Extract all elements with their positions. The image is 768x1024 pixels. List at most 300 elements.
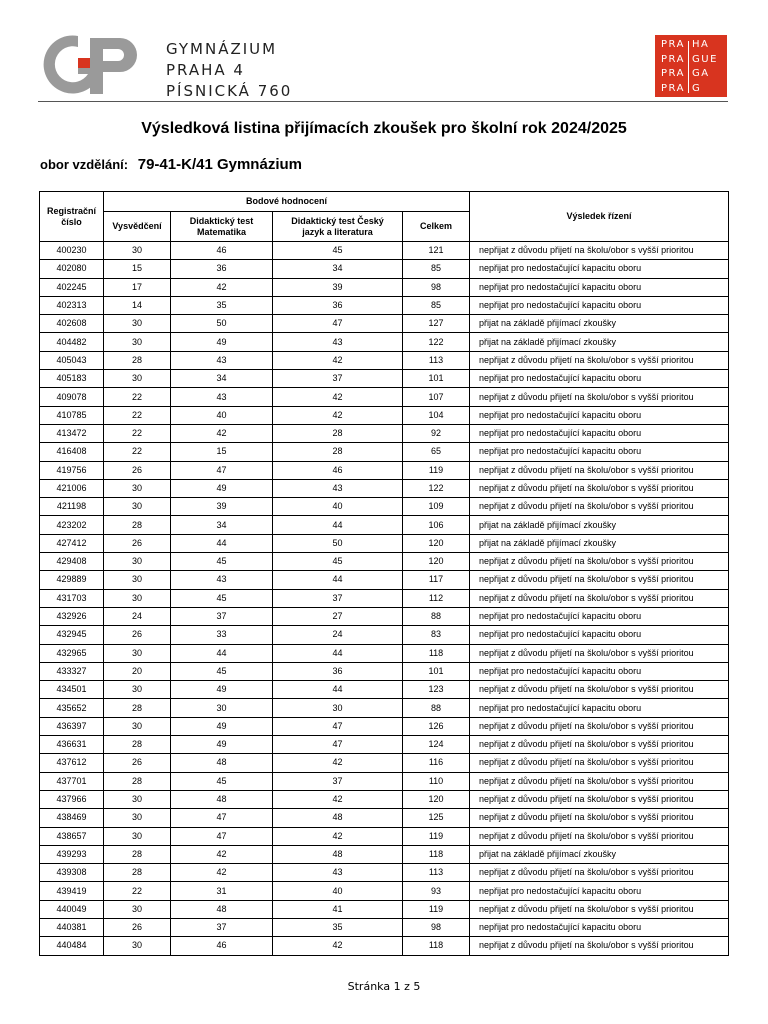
table-row (40, 388, 729, 406)
result-text: nepřijat z důvodu přijetí na školu/obor s vyšší prioritou (470, 900, 729, 918)
reg-number: 405183 (40, 370, 104, 388)
score-vysvedceni: 28 (104, 699, 171, 717)
score-math: 50 (171, 315, 273, 333)
reg-number: 405043 (40, 351, 104, 369)
score-total: 123 (403, 681, 470, 699)
result-text: nepřijat z důvodu přijetí na školu/obor s vyšší prioritou (470, 351, 729, 369)
result-text: nepřijat pro nedostačující kapacitu oboru (470, 406, 729, 424)
score-czech: 30 (273, 699, 403, 717)
reg-number: 402313 (40, 296, 104, 314)
score-total: 122 (403, 333, 470, 351)
score-math: 40 (171, 406, 273, 424)
score-czech: 50 (273, 534, 403, 552)
score-vysvedceni: 30 (104, 809, 171, 827)
reg-number: 437612 (40, 754, 104, 772)
result-text: nepřijat z důvodu přijetí na školu/obor s vyšší prioritou (470, 553, 729, 571)
table-row (40, 498, 729, 516)
score-vysvedceni: 30 (104, 370, 171, 388)
results-body (40, 242, 729, 956)
praha-logo-divider (688, 41, 689, 93)
score-vysvedceni: 22 (104, 424, 171, 442)
table-row (40, 918, 729, 936)
score-vysvedceni: 30 (104, 571, 171, 589)
reg-number: 413472 (40, 424, 104, 442)
praha-logo-text: HA (692, 39, 710, 50)
score-math: 47 (171, 827, 273, 845)
score-math: 49 (171, 736, 273, 754)
page-number: Stránka 1 z 5 (347, 980, 421, 993)
score-vysvedceni: 22 (104, 388, 171, 406)
score-vysvedceni: 22 (104, 406, 171, 424)
score-czech: 45 (273, 553, 403, 571)
table-row (40, 607, 729, 625)
score-czech: 48 (273, 845, 403, 863)
result-text: přijat na základě přijímací zkoušky (470, 845, 729, 863)
praha-logo-left (661, 38, 685, 96)
result-text: nepřijat z důvodu přijetí na školu/obor s vyšší prioritou (470, 809, 729, 827)
score-vysvedceni: 28 (104, 864, 171, 882)
score-total: 85 (403, 296, 470, 314)
result-text: nepřijat z důvodu přijetí na školu/obor s vyšší prioritou (470, 937, 729, 955)
score-czech: 42 (273, 388, 403, 406)
reg-number: 436631 (40, 736, 104, 754)
table-row (40, 809, 729, 827)
score-vysvedceni: 30 (104, 333, 171, 351)
score-math: 43 (171, 571, 273, 589)
score-math: 49 (171, 717, 273, 735)
score-total: 65 (403, 443, 470, 461)
reg-number: 410785 (40, 406, 104, 424)
school-line: GYMNÁZIUM (166, 40, 278, 58)
score-math: 44 (171, 644, 273, 662)
score-vysvedceni: 30 (104, 242, 171, 260)
score-vysvedceni: 30 (104, 315, 171, 333)
score-math: 15 (171, 443, 273, 461)
score-vysvedceni: 26 (104, 626, 171, 644)
table-row (40, 717, 729, 735)
praha-logo (655, 35, 727, 97)
score-vysvedceni: 15 (104, 260, 171, 278)
study-field-value: 79-41-K/41 Gymnázium (137, 156, 302, 173)
table-row (40, 754, 729, 772)
table-row (40, 278, 729, 296)
score-czech: 43 (273, 479, 403, 497)
score-total: 112 (403, 589, 470, 607)
reg-number: 440049 (40, 900, 104, 918)
score-vysvedceni: 30 (104, 479, 171, 497)
score-czech: 43 (273, 333, 403, 351)
score-math: 33 (171, 626, 273, 644)
score-vysvedceni: 30 (104, 681, 171, 699)
score-vysvedceni: 30 (104, 937, 171, 955)
result-text: nepřijat z důvodu přijetí na školu/obor s vyšší prioritou (470, 589, 729, 607)
score-math: 46 (171, 937, 273, 955)
score-math: 49 (171, 681, 273, 699)
result-text: nepřijat z důvodu přijetí na školu/obor s vyšší prioritou (470, 736, 729, 754)
score-vysvedceni: 26 (104, 461, 171, 479)
score-total: 101 (403, 662, 470, 680)
result-text: nepřijat pro nedostačující kapacitu oboru (470, 278, 729, 296)
reg-number: 432926 (40, 607, 104, 625)
table-row (40, 644, 729, 662)
score-math: 37 (171, 607, 273, 625)
result-text: nepřijat pro nedostačující kapacitu oboru (470, 443, 729, 461)
result-text: nepřijat pro nedostačující kapacitu oboru (470, 918, 729, 936)
score-math: 39 (171, 498, 273, 516)
table-row (40, 626, 729, 644)
result-text: nepřijat pro nedostačující kapacitu oboru (470, 626, 729, 644)
table-row (40, 864, 729, 882)
score-math: 45 (171, 662, 273, 680)
score-math: 48 (171, 790, 273, 808)
table-row (40, 260, 729, 278)
reg-number: 432945 (40, 626, 104, 644)
score-czech: 44 (273, 516, 403, 534)
score-czech: 39 (273, 278, 403, 296)
score-czech: 42 (273, 827, 403, 845)
col-header-group: Bodové hodnocení (104, 192, 470, 212)
table-row (40, 937, 729, 955)
score-czech: 37 (273, 589, 403, 607)
reg-number: 434501 (40, 681, 104, 699)
score-vysvedceni: 30 (104, 717, 171, 735)
col-header-result: Výsledek řízení (470, 192, 729, 242)
result-text: nepřijat z důvodu přijetí na školu/obor s vyšší prioritou (470, 571, 729, 589)
score-math: 42 (171, 278, 273, 296)
praha-logo-text: GUE (692, 53, 718, 65)
result-text: nepřijat z důvodu přijetí na školu/obor s vyšší prioritou (470, 461, 729, 479)
score-czech: 40 (273, 882, 403, 900)
result-text: nepřijat z důvodu přijetí na školu/obor s vyšší prioritou (470, 242, 729, 260)
reg-number: 429408 (40, 553, 104, 571)
reg-number: 440484 (40, 937, 104, 955)
score-total: 120 (403, 790, 470, 808)
col-header-reg-label: Registrační číslo (46, 205, 97, 227)
praha-logo-right (692, 38, 718, 96)
table-row (40, 534, 729, 552)
score-math: 42 (171, 424, 273, 442)
score-total: 98 (403, 278, 470, 296)
score-czech: 34 (273, 260, 403, 278)
score-czech: 37 (273, 370, 403, 388)
score-total: 83 (403, 626, 470, 644)
result-text: přijat na základě přijímací zkoušky (470, 333, 729, 351)
school-line: PÍSNICKÁ 760 (166, 82, 293, 100)
score-math: 45 (171, 589, 273, 607)
score-total: 117 (403, 571, 470, 589)
score-czech: 36 (273, 296, 403, 314)
table-row (40, 461, 729, 479)
score-total: 109 (403, 498, 470, 516)
reg-number: 432965 (40, 644, 104, 662)
score-vysvedceni: 30 (104, 553, 171, 571)
result-text: nepřijat z důvodu přijetí na školu/obor s vyšší prioritou (470, 644, 729, 662)
table-row (40, 790, 729, 808)
score-total: 88 (403, 607, 470, 625)
table-row (40, 333, 729, 351)
score-czech: 28 (273, 443, 403, 461)
score-math: 46 (171, 242, 273, 260)
score-math: 48 (171, 900, 273, 918)
study-field (40, 156, 302, 173)
score-total: 126 (403, 717, 470, 735)
reg-number: 421198 (40, 498, 104, 516)
table-row (40, 351, 729, 369)
table-row (40, 772, 729, 790)
score-vysvedceni: 14 (104, 296, 171, 314)
score-czech: 45 (273, 242, 403, 260)
score-czech: 24 (273, 626, 403, 644)
result-text: nepřijat z důvodu přijetí na školu/obor s vyšší prioritou (470, 864, 729, 882)
reg-number: 436397 (40, 717, 104, 735)
score-total: 122 (403, 479, 470, 497)
col-header-reg (40, 192, 104, 242)
score-total: 119 (403, 461, 470, 479)
result-text: přijat na základě přijímací zkoušky (470, 315, 729, 333)
score-vysvedceni: 30 (104, 790, 171, 808)
score-vysvedceni: 30 (104, 498, 171, 516)
table-row (40, 662, 729, 680)
table-row (40, 699, 729, 717)
table-row (40, 736, 729, 754)
score-total: 120 (403, 553, 470, 571)
score-vysvedceni: 28 (104, 845, 171, 863)
col-header-czech (273, 212, 403, 242)
score-total: 125 (403, 809, 470, 827)
result-text: nepřijat z důvodu přijetí na školu/obor s vyšší prioritou (470, 498, 729, 516)
table-row (40, 681, 729, 699)
score-czech: 42 (273, 351, 403, 369)
result-text: nepřijat z důvodu přijetí na školu/obor s vyšší prioritou (470, 754, 729, 772)
result-text: nepřijat z důvodu přijetí na školu/obor s vyšší prioritou (470, 790, 729, 808)
score-czech: 47 (273, 315, 403, 333)
score-vysvedceni: 22 (104, 443, 171, 461)
score-math: 47 (171, 461, 273, 479)
result-text: nepřijat pro nedostačující kapacitu oboru (470, 662, 729, 680)
table-row (40, 443, 729, 461)
reg-number: 431703 (40, 589, 104, 607)
score-vysvedceni: 26 (104, 534, 171, 552)
score-total: 104 (403, 406, 470, 424)
result-text: nepřijat pro nedostačující kapacitu oboru (470, 296, 729, 314)
score-czech: 44 (273, 571, 403, 589)
score-vysvedceni: 26 (104, 918, 171, 936)
table-row (40, 406, 729, 424)
reg-number: 438469 (40, 809, 104, 827)
result-text: nepřijat z důvodu přijetí na školu/obor s vyšší prioritou (470, 479, 729, 497)
table-row (40, 424, 729, 442)
result-text: nepřijat pro nedostačující kapacitu oboru (470, 882, 729, 900)
praha-logo-text: GA (692, 68, 710, 79)
result-text: nepřijat pro nedostačující kapacitu oboru (470, 699, 729, 717)
header-divider (38, 101, 728, 102)
table-row (40, 827, 729, 845)
score-total: 113 (403, 351, 470, 369)
result-text: nepřijat z důvodu přijetí na školu/obor s vyšší prioritou (470, 388, 729, 406)
score-math: 37 (171, 918, 273, 936)
score-math: 42 (171, 845, 273, 863)
score-vysvedceni: 28 (104, 736, 171, 754)
score-math: 47 (171, 809, 273, 827)
score-vysvedceni: 17 (104, 278, 171, 296)
reg-number: 439419 (40, 882, 104, 900)
score-math: 34 (171, 516, 273, 534)
table-row (40, 370, 729, 388)
score-vysvedceni: 30 (104, 827, 171, 845)
praha-logo-text: G (692, 82, 702, 94)
table-row (40, 242, 729, 260)
reg-number: 439308 (40, 864, 104, 882)
reg-number: 440381 (40, 918, 104, 936)
reg-number: 438657 (40, 827, 104, 845)
score-total: 110 (403, 772, 470, 790)
score-vysvedceni: 28 (104, 772, 171, 790)
result-text: přijat na základě přijímací zkoušky (470, 534, 729, 552)
score-total: 85 (403, 260, 470, 278)
score-math: 36 (171, 260, 273, 278)
score-czech: 35 (273, 918, 403, 936)
score-total: 101 (403, 370, 470, 388)
score-math: 45 (171, 553, 273, 571)
score-math: 49 (171, 479, 273, 497)
result-text: nepřijat pro nedostačující kapacitu oboru (470, 370, 729, 388)
score-math: 48 (171, 754, 273, 772)
score-czech: 44 (273, 644, 403, 662)
score-czech: 42 (273, 790, 403, 808)
table-row (40, 553, 729, 571)
result-text: přijat na základě přijímací zkoušky (470, 516, 729, 534)
result-text: nepřijat z důvodu přijetí na školu/obor s vyšší prioritou (470, 772, 729, 790)
score-czech: 42 (273, 937, 403, 955)
score-vysvedceni: 30 (104, 900, 171, 918)
score-czech: 28 (273, 424, 403, 442)
reg-number: 423202 (40, 516, 104, 534)
score-total: 93 (403, 882, 470, 900)
score-total: 118 (403, 937, 470, 955)
table-row (40, 845, 729, 863)
study-field-label: obor vzdělání: (40, 157, 129, 172)
score-total: 92 (403, 424, 470, 442)
score-vysvedceni: 30 (104, 589, 171, 607)
reg-number: 427412 (40, 534, 104, 552)
reg-number: 437966 (40, 790, 104, 808)
score-czech: 42 (273, 406, 403, 424)
reg-number: 421006 (40, 479, 104, 497)
score-czech: 40 (273, 498, 403, 516)
score-vysvedceni: 26 (104, 754, 171, 772)
score-math: 44 (171, 534, 273, 552)
score-total: 113 (403, 864, 470, 882)
score-total: 118 (403, 644, 470, 662)
score-vysvedceni: 22 (104, 882, 171, 900)
score-math: 49 (171, 333, 273, 351)
score-czech: 41 (273, 900, 403, 918)
score-vysvedceni: 28 (104, 351, 171, 369)
school-name (166, 39, 292, 102)
col-header-math-label: Didaktický test Matematika (189, 215, 254, 237)
reg-number: 402080 (40, 260, 104, 278)
score-vysvedceni: 28 (104, 516, 171, 534)
score-total: 121 (403, 242, 470, 260)
reg-number: 400230 (40, 242, 104, 260)
score-total: 106 (403, 516, 470, 534)
praha-logo-text: PRA (661, 53, 685, 65)
table-row (40, 516, 729, 534)
score-total: 124 (403, 736, 470, 754)
score-vysvedceni: 20 (104, 662, 171, 680)
score-math: 35 (171, 296, 273, 314)
reg-number: 419756 (40, 461, 104, 479)
reg-number: 402608 (40, 315, 104, 333)
score-total: 118 (403, 845, 470, 863)
table-row (40, 571, 729, 589)
table-row (40, 900, 729, 918)
reg-number: 429889 (40, 571, 104, 589)
result-text: nepřijat z důvodu přijetí na školu/obor s vyšší prioritou (470, 681, 729, 699)
score-total: 98 (403, 918, 470, 936)
reg-number: 409078 (40, 388, 104, 406)
table-row (40, 296, 729, 314)
score-total: 127 (403, 315, 470, 333)
reg-number: 416408 (40, 443, 104, 461)
score-math: 30 (171, 699, 273, 717)
col-header-czech-label: Didaktický test Český jazyk a literatura (291, 215, 384, 237)
score-vysvedceni: 24 (104, 607, 171, 625)
score-czech: 43 (273, 864, 403, 882)
score-czech: 27 (273, 607, 403, 625)
score-czech: 48 (273, 809, 403, 827)
reg-number: 433327 (40, 662, 104, 680)
score-total: 119 (403, 900, 470, 918)
score-math: 45 (171, 772, 273, 790)
page-title: Výsledková listina přijímacích zkoušek pro školní rok 2024/2025 (141, 120, 627, 137)
table-row (40, 479, 729, 497)
score-math: 31 (171, 882, 273, 900)
score-czech: 47 (273, 736, 403, 754)
score-czech: 47 (273, 717, 403, 735)
score-math: 34 (171, 370, 273, 388)
score-total: 107 (403, 388, 470, 406)
result-text: nepřijat z důvodu přijetí na školu/obor s vyšší prioritou (470, 717, 729, 735)
score-math: 43 (171, 388, 273, 406)
score-czech: 44 (273, 681, 403, 699)
score-czech: 46 (273, 461, 403, 479)
score-math: 43 (171, 351, 273, 369)
reg-number: 402245 (40, 278, 104, 296)
score-total: 88 (403, 699, 470, 717)
col-header-math (171, 212, 273, 242)
praha-logo-text: PRA (661, 82, 685, 94)
result-text: nepřijat z důvodu přijetí na školu/obor s vyšší prioritou (470, 827, 729, 845)
score-math: 42 (171, 864, 273, 882)
praha-logo-text: PRA (661, 68, 685, 79)
reg-number: 437701 (40, 772, 104, 790)
table-row (40, 315, 729, 333)
school-line: PRAHA 4 (166, 61, 245, 79)
score-total: 120 (403, 534, 470, 552)
col-header-vysvedceni: Vysvědčení (104, 212, 171, 242)
table-row (40, 882, 729, 900)
result-text: nepřijat pro nedostačující kapacitu oboru (470, 607, 729, 625)
col-header-total: Celkem (403, 212, 470, 242)
score-czech: 37 (273, 772, 403, 790)
results-table (39, 191, 729, 956)
gp-logo-icon (38, 34, 148, 96)
praha-logo-text: PRA (661, 39, 685, 50)
score-vysvedceni: 30 (104, 644, 171, 662)
table-row (40, 589, 729, 607)
score-czech: 36 (273, 662, 403, 680)
